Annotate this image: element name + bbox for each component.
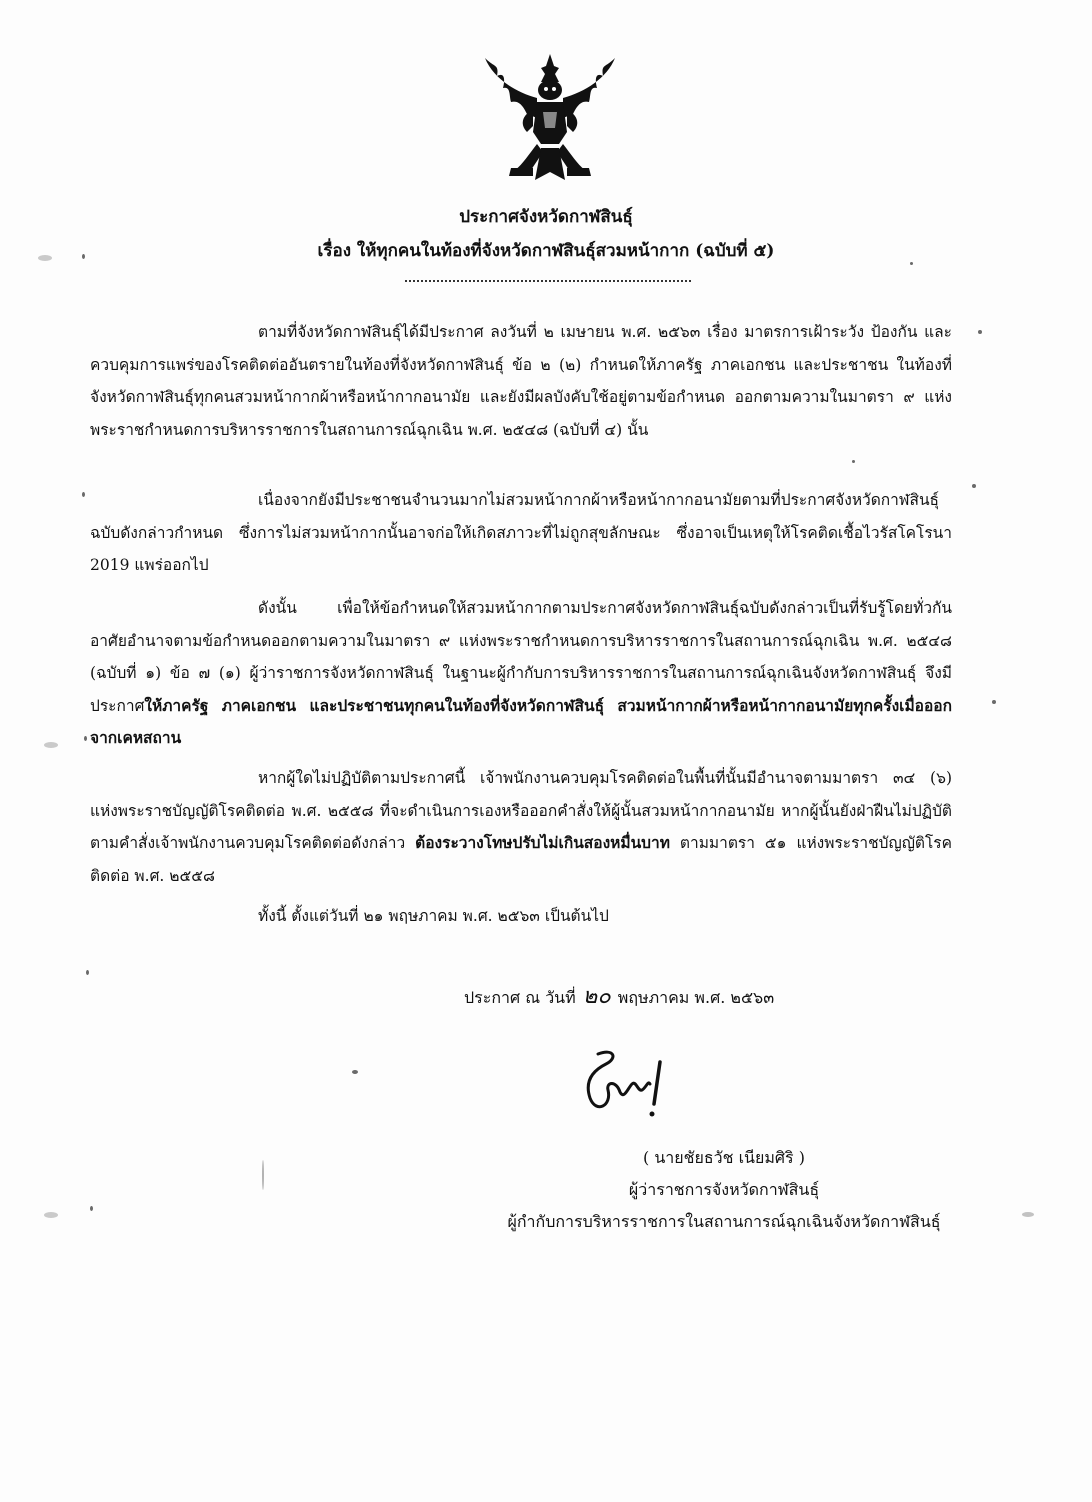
date-day-handwritten: ๒๐ bbox=[582, 984, 611, 1009]
penalty-text: หากผู้ใดไม่ปฏิบัติตามประกาศนี้ เจ้าพนักงานควบคุมโรคติดต่อในพื้นที่นั้นมีอำนาจตามมาตรา ๓๔ (๖) แห่งพระราชบัญญัติโรคติดต่อ พ.ศ. ๒๕๕๘ ที่จะดำเนินการเองหรือออกคำสั่งให้ผู้นั้นสวมหน้ากากอนามัย หากผู้นั้นยังฝ่าฝืนไม่ปฏิบัติตามคำสั่งเจ้าพนักงานควบคุมโรคติดต่อดังกล่าว bbox=[90, 769, 952, 853]
paragraph-effective-date: ทั้งนี้ ตั้งแต่วันที่ ๒๑ พฤษภาคม พ.ศ. ๒๕๖๓ เป็นต้นไป bbox=[258, 907, 609, 925]
paragraph-background: ตามที่จังหวัดกาฬสินธุ์ได้มีประกาศ ลงวันที่ ๒ เมษายน พ.ศ. ๒๕๖๓ เรื่อง มาตรการเฝ้าระวัง ป้องกัน และควบคุมการแพร่ของโรคติดต่ออันตรายในท้องที่จังหวัดกาฬสินธุ์ ข้อ ๒ (๒) กำหนดให้ภาครัฐ ภาคเอกชน และประชาชน ในท้องที่จังหวัดกาฬสินธุ์ทุกคนสวมหน้ากากผ้าหรือหน้ากากอนามัย และยังมีผลบังคับใช้อยู่ตามข้อกำหนด ออกตามความในมาตรา ๙ แห่งพระราชกำหนดการบริหารราชการในสถานการณ์ฉุกเฉิน พ.ศ. ๒๕๔๘ (ฉบับที่ ๔) นั้น bbox=[90, 323, 952, 439]
scan-noise bbox=[910, 262, 913, 265]
garuda-emblem-icon bbox=[475, 52, 625, 187]
signer-name: ( นายชัยธวัช เนียมศิริ ) bbox=[643, 1148, 805, 1167]
scan-noise bbox=[90, 1206, 93, 1211]
scan-noise bbox=[978, 330, 982, 334]
order-text: ดังนั้น เพื่อให้ข้อกำหนดให้สวมหน้ากากตามประกาศจังหวัดกาฬสินธุ์ฉบับดังกล่าวเป็นที่รับรู้โดยทั่วกัน อาศัยอำนาจตามข้อกำหนดออกตามความในมาตรา ๙ แห่งพระราชกำหนดการบริหารราชการในสถานการณ์ฉุกเฉิน พ.ศ. ๒๕๔๘ (ฉบับที่ ๑) ข้อ ๗ (๑) ผู้ว่าราชการจังหวัดกาฬสินธุ์ ในฐานะผู้กำกับการบริหารราชการในสถานการณ์ฉุกเฉินจังหวัดกาฬสินธุ์ จึงมีประกาศ bbox=[90, 599, 952, 715]
date-suffix: พฤษภาคม พ.ศ. ๒๕๖๓ bbox=[617, 988, 775, 1007]
penalty-emphasis: ต้องระวางโทษปรับไม่เกินสองหมื่นบาท bbox=[415, 833, 670, 853]
paragraph-penalty bbox=[90, 762, 952, 892]
title-separator bbox=[405, 280, 691, 282]
scan-noise bbox=[44, 1212, 58, 1218]
paragraph-reason: เนื่องจากยังมีประชาชนจำนวนมากไม่สวมหน้ากากผ้าหรือหน้ากากอนามัยตามที่ประกาศจังหวัดกาฬสินธุ์ฉบับดังกล่าวกำหนด ซึ่งการไม่สวมหน้ากากนั้นอาจก่อให้เกิดสภาวะที่ไม่ถูกสุขลักษณะ ซึ่งอาจเป็นเหตุให้โรคติดเชื้อไวรัสโคโรนา 2019 แพร่ออกไป bbox=[90, 491, 952, 575]
scan-noise bbox=[992, 700, 996, 704]
announcement-date bbox=[464, 985, 774, 1010]
scan-noise bbox=[852, 460, 855, 463]
scan-noise bbox=[82, 492, 85, 497]
scan-noise bbox=[352, 1070, 358, 1074]
penalty-reference: ตามมาตรา ๕๑ แห่งพระราชบัญญัติโรคติดต่อ พ.ศ. ๒๕๕๘ bbox=[90, 834, 952, 885]
scan-noise bbox=[972, 484, 976, 488]
announcement-subject: เรื่อง ให้ทุกคนในท้องที่จังหวัดกาฬสินธุ์สวมหน้ากาก (ฉบับที่ ๕) bbox=[317, 241, 775, 261]
date-prefix: ประกาศ ณ วันที่ bbox=[464, 988, 576, 1007]
order-emphasis: ให้ภาครัฐ ภาคเอกชน และประชาชนทุกคนในท้องที่จังหวัดกาฬสินธุ์ สวมหน้ากากผ้าหรือหน้ากากอนามัยทุกครั้งเมื่อออกจากเคหสถาน bbox=[90, 695, 952, 748]
signature-icon bbox=[568, 1044, 688, 1124]
scan-noise bbox=[44, 742, 58, 748]
paragraph-order bbox=[90, 592, 952, 755]
page-title: ประกาศจังหวัดกาฬสินธุ์ bbox=[459, 207, 633, 227]
signer-position: ผู้ว่าราชการจังหวัดกาฬสินธุ์ bbox=[628, 1180, 820, 1199]
scan-noise bbox=[86, 970, 89, 975]
scan-noise bbox=[84, 736, 87, 741]
signer-role: ผู้กำกับการบริหารราชการในสถานการณ์ฉุกเฉินจังหวัดกาฬสินธุ์ bbox=[507, 1212, 941, 1231]
